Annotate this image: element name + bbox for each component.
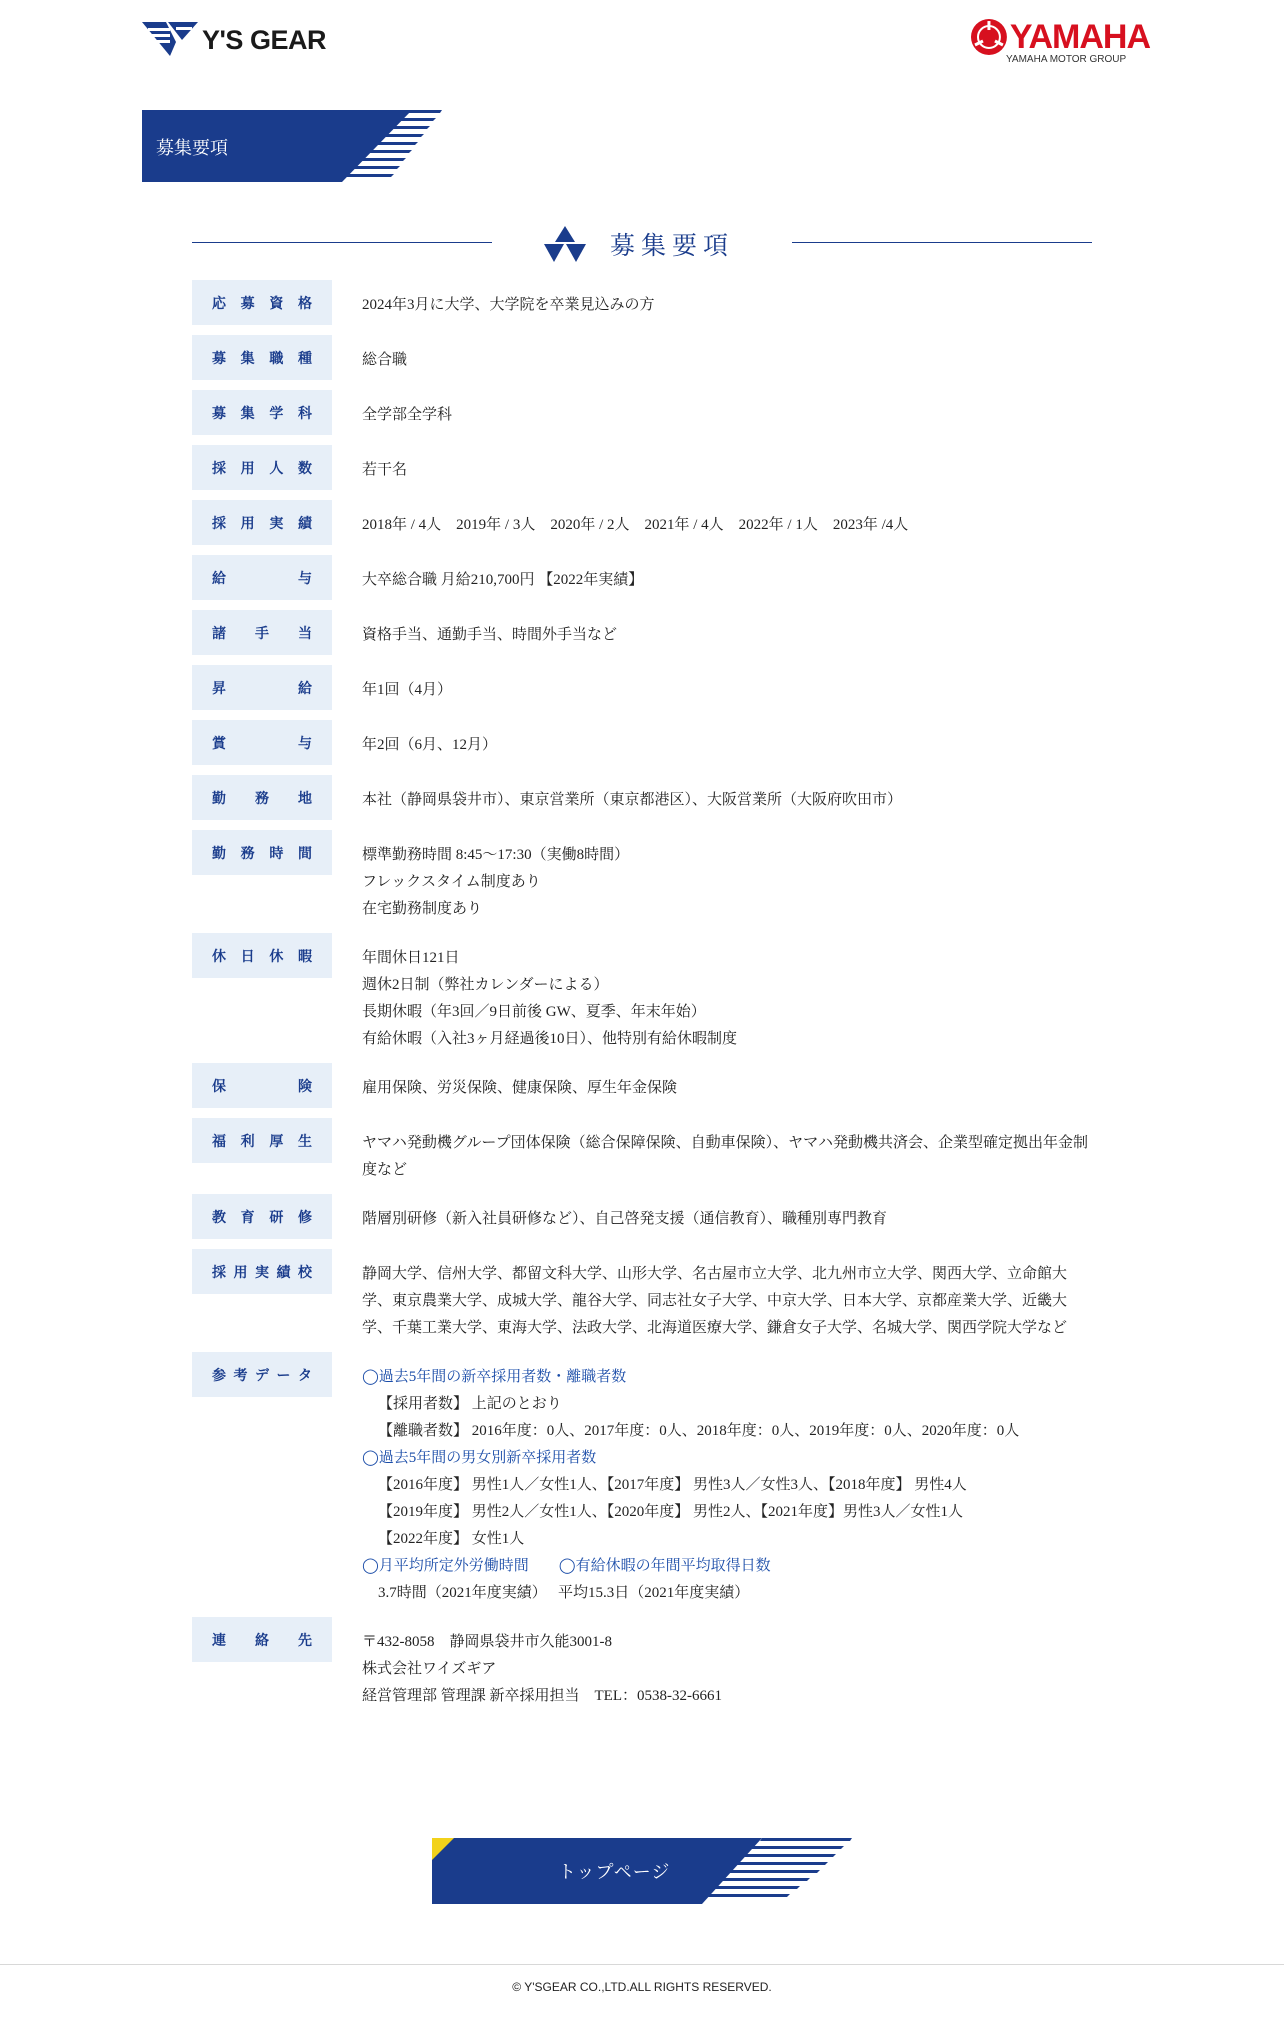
requirement-label-char: 時 <box>269 845 284 862</box>
requirement-value <box>332 933 1092 1053</box>
requirement-label-char: 手 <box>255 625 269 642</box>
requirement-value-text: ヤマハ発動機グループ団体保険（総合保障保険、自動車保険）、ヤマハ発動機共済会、企業型確定拠出年金制度など <box>362 1135 1089 1178</box>
requirement-value-line: 経営管理部 管理課 新卒採用担当 TEL：0538-32-6661 <box>362 1688 722 1704</box>
requirement-label-char: 用 <box>240 460 255 477</box>
requirement-value <box>332 610 1092 655</box>
requirement-label-char: 福 <box>212 1133 226 1150</box>
yamaha-logo[interactable] <box>970 18 1150 74</box>
requirement-row <box>192 390 1092 435</box>
requirement-label-char: 当 <box>298 625 312 642</box>
requirement-label-char: 研 <box>269 1209 284 1226</box>
requirement-label-char: 用 <box>233 1264 248 1281</box>
requirement-label-char: 地 <box>298 790 312 807</box>
requirement-value-line: 在宅勤務制度あり <box>362 901 483 917</box>
requirement-label-char: 利 <box>240 1133 255 1150</box>
requirement-label <box>192 933 332 978</box>
requirement-row <box>192 1194 1092 1239</box>
requirement-value-line: 株式会社ワイズギア <box>362 1661 497 1677</box>
triangle-mark-icon <box>544 226 586 262</box>
requirement-row <box>192 1118 1092 1184</box>
requirement-label-char: 科 <box>297 405 312 422</box>
requirement-label-char: 参 <box>212 1367 226 1384</box>
requirement-label-char: 勤 <box>212 790 226 807</box>
top-page-button-label: トップページ <box>558 1862 671 1883</box>
requirement-label <box>192 1063 332 1108</box>
requirement-label-char: 生 <box>297 1133 312 1150</box>
page-title: 募集要項 <box>610 231 735 260</box>
requirement-label-char: 務 <box>240 845 255 862</box>
requirement-label-char: 用 <box>240 515 255 532</box>
requirement-value-line: フレックスタイム制度あり <box>362 874 541 890</box>
requirement-value-line: 年間休日121日 <box>362 950 460 966</box>
requirement-value-line: 大卒総合職 月給210,700円 【2022年実績】 <box>362 572 644 588</box>
reference-heading: ◯過去5年間の男女別新卒採用者数 <box>362 1450 597 1466</box>
requirement-label-char: 績 <box>276 1264 291 1281</box>
requirement-value-line: 2024年3月に大学、大学院を卒業見込みの方 <box>362 297 655 313</box>
requirement-label-char: 厚 <box>269 1133 284 1150</box>
requirement-label-char: 育 <box>240 1209 255 1226</box>
requirement-row <box>192 555 1092 600</box>
requirement-row <box>192 1352 1092 1607</box>
requirement-value <box>332 1617 1092 1710</box>
requirement-label-char: 休 <box>212 948 226 965</box>
requirement-label-char: 集 <box>240 350 255 367</box>
requirement-label-char: 資 <box>269 295 284 312</box>
requirement-label-char: 集 <box>240 405 255 422</box>
requirement-value <box>332 280 1092 325</box>
requirement-value <box>332 665 1092 710</box>
requirement-value <box>332 1063 1092 1108</box>
footer-copyright: © Y'SGEAR CO.,LTD.ALL RIGHTS RESERVED. <box>512 1980 772 1994</box>
requirement-label <box>192 720 332 765</box>
requirement-label <box>192 1249 332 1294</box>
requirement-value-line: 2018年 / 4人 2019年 / 3人 2020年 / 2人 2021年 / 4人 2022年 / 1人 2023年 /4人 <box>362 517 909 533</box>
requirement-label-char: 採 <box>212 1264 226 1281</box>
requirement-value <box>332 445 1092 490</box>
requirements-table <box>192 280 1092 1720</box>
requirement-label-char: 先 <box>298 1632 312 1649</box>
requirement-value-line: 標準勤務時間 8:45～17:30（実働8時間） <box>362 847 630 863</box>
requirement-label-char: 険 <box>298 1078 312 1095</box>
requirement-label <box>192 500 332 545</box>
requirement-label <box>192 665 332 710</box>
requirement-label-char: 校 <box>298 1264 312 1281</box>
yamaha-tuning-fork-icon <box>970 18 1008 56</box>
requirement-value-line: 若干名 <box>362 462 408 478</box>
requirement-value-line: 階層別研修（新入社員研修など）、自己啓発支援（通信教育）、職種別専門教育 <box>362 1211 888 1227</box>
reference-line: 3.7時間（2021年度実績） 平均15.3日（2021年度実績） <box>378 1585 750 1601</box>
ys-gear-logo[interactable] <box>142 22 326 58</box>
requirement-label-char: 考 <box>233 1367 248 1384</box>
site-header <box>0 0 1284 90</box>
requirement-row <box>192 1063 1092 1108</box>
reference-heading: ◯過去5年間の新卒採用者数・離職者数 <box>362 1369 627 1385</box>
section-banner-label: 募集要項 <box>156 138 228 159</box>
title-divider-right <box>792 242 1092 243</box>
reference-line: 【2022年度】 女性1人 <box>378 1531 525 1547</box>
requirement-value <box>332 775 1092 820</box>
requirement-value-line: 本社（静岡県袋井市）、東京営業所（東京都港区）、大阪営業所（大阪府吹田市） <box>362 792 903 808</box>
requirement-label-char: デ <box>255 1367 269 1384</box>
requirement-label-char: 募 <box>212 405 226 422</box>
requirement-label <box>192 390 332 435</box>
page-title-row <box>192 222 1092 266</box>
requirement-label-char: 暇 <box>297 948 312 965</box>
requirement-label-char: 績 <box>297 515 312 532</box>
requirement-value-line: 〒432-8058 静岡県袋井市久能3001-8 <box>362 1634 612 1650</box>
requirement-label <box>192 610 332 655</box>
requirement-label-char: 応 <box>212 295 226 312</box>
requirement-label-char: 募 <box>240 295 255 312</box>
requirement-value <box>332 1118 1092 1184</box>
requirement-row <box>192 445 1092 490</box>
requirement-row <box>192 775 1092 820</box>
ys-gear-logo-text: Y'S GEAR <box>202 24 326 55</box>
requirement-label-char: 採 <box>212 515 226 532</box>
requirement-row <box>192 280 1092 325</box>
requirement-row <box>192 1249 1092 1342</box>
requirement-label <box>192 1617 332 1662</box>
requirement-row <box>192 933 1092 1053</box>
requirement-row <box>192 610 1092 655</box>
requirement-value-line: 長期休暇（年3回／9日前後 GW、夏季、年末年始） <box>362 1004 706 1020</box>
requirement-label <box>192 1194 332 1239</box>
yamaha-logo-text: YAMAHA <box>1009 18 1150 56</box>
requirement-label-char: 務 <box>255 790 269 807</box>
requirement-label-char: 休 <box>269 948 284 965</box>
requirement-label-char: 絡 <box>255 1632 269 1649</box>
requirement-row <box>192 1617 1092 1710</box>
top-page-button[interactable] <box>432 1838 852 1904</box>
requirement-value-line: 年1回（4月） <box>362 682 453 698</box>
requirement-label-char: タ <box>298 1367 312 1384</box>
requirement-label-char: 間 <box>297 845 312 862</box>
requirement-label-char: 与 <box>298 570 312 587</box>
reference-heading: ◯月平均所定外労働時間 ◯有給休暇の年間平均取得日数 <box>362 1558 771 1574</box>
requirement-label-char: 昇 <box>212 680 226 697</box>
reference-line: 【離職者数】 2016年度：0人、2017年度：0人、2018年度：0人、2019年度：0人、2020年度：0人 <box>378 1423 1020 1439</box>
requirement-label <box>192 280 332 325</box>
reference-line: 【採用者数】 上記のとおり <box>378 1396 562 1412</box>
requirement-label-char: 給 <box>298 680 312 697</box>
requirement-label <box>192 775 332 820</box>
requirement-row <box>192 720 1092 765</box>
yamaha-group-text: YAMAHA MOTOR GROUP <box>1006 54 1127 65</box>
title-divider-left <box>192 242 492 243</box>
requirement-label-char: 職 <box>269 350 284 367</box>
requirement-row <box>192 830 1092 923</box>
requirement-label-char: 採 <box>212 460 226 477</box>
requirement-label-char: 募 <box>212 350 226 367</box>
requirement-row <box>192 500 1092 545</box>
requirement-label-char: 人 <box>269 460 284 477</box>
requirement-label-char: 与 <box>298 735 312 752</box>
requirement-label-char: 勤 <box>212 845 226 862</box>
requirement-value-line: 週休2日制（弊社カレンダーによる） <box>362 977 609 993</box>
requirement-value <box>332 1194 1092 1239</box>
requirement-label-char: 保 <box>212 1078 226 1095</box>
requirement-label <box>192 445 332 490</box>
requirement-label-char: 教 <box>212 1209 226 1226</box>
requirement-label <box>192 1352 332 1397</box>
requirement-label-char: 諸 <box>212 625 226 642</box>
requirement-value-text: 静岡大学、信州大学、都留文科大学、山形大学、名古屋市立大学、北九州市立大学、関西大学、立命館大学、東京農業大学、成城大学、龍谷大学、同志社女子大学、中京大学、日本大学、京都産業大学、近畿大学、千葉工業大学、東海大学、法政大学、北海道医療大学、鎌倉女子大学、名城大学、関西学院大学など <box>362 1266 1068 1336</box>
requirement-label-char: 日 <box>240 948 255 965</box>
requirement-label-char: 実 <box>255 1264 269 1281</box>
requirement-label-char: 実 <box>269 515 284 532</box>
requirement-label-char: 連 <box>212 1632 226 1649</box>
section-banner <box>142 110 442 182</box>
requirement-value <box>332 720 1092 765</box>
requirement-label-char: 数 <box>297 460 312 477</box>
requirement-value <box>332 335 1092 380</box>
reference-line: 【2016年度】 男性1人／女性1人、【2017年度】 男性3人／女性3人、【2018年度】 男性4人 <box>378 1477 967 1493</box>
requirement-label-char: ー <box>276 1367 291 1384</box>
requirement-value-line: 年2回（6月、12月） <box>362 737 498 753</box>
requirement-label-char: 学 <box>269 405 284 422</box>
ys-gear-mark-icon <box>142 22 198 58</box>
requirement-label-char: 修 <box>297 1209 312 1226</box>
requirement-label-char: 賞 <box>212 735 226 752</box>
requirement-label <box>192 335 332 380</box>
requirement-value-line: 資格手当、通勤手当、時間外手当など <box>362 627 618 643</box>
requirement-value <box>332 390 1092 435</box>
reference-line: 【2019年度】 男性2人／女性1人、【2020年度】 男性2人、【2021年度】男性3人／女性1人 <box>378 1504 964 1520</box>
requirement-label-char: 格 <box>297 295 312 312</box>
requirement-value <box>332 500 1092 545</box>
requirement-value-line: 総合職 <box>362 352 408 368</box>
requirement-value <box>332 830 1092 923</box>
requirement-label-char: 種 <box>297 350 312 367</box>
requirement-row <box>192 335 1092 380</box>
requirement-label <box>192 1118 332 1163</box>
requirement-value-line: 有給休暇（入社3ヶ月経過後10日）、他特別有給休暇制度 <box>362 1031 738 1047</box>
requirement-value-line: 全学部全学科 <box>362 407 453 423</box>
requirement-value-line: 雇用保険、労災保険、健康保険、厚生年金保険 <box>362 1080 678 1096</box>
requirement-label <box>192 555 332 600</box>
requirement-row <box>192 665 1092 710</box>
footer-divider <box>0 1964 1284 1965</box>
requirement-value <box>332 1352 1092 1607</box>
requirement-value <box>332 1249 1092 1342</box>
requirement-label-char: 給 <box>212 570 226 587</box>
requirement-label <box>192 830 332 875</box>
requirement-value <box>332 555 1092 600</box>
